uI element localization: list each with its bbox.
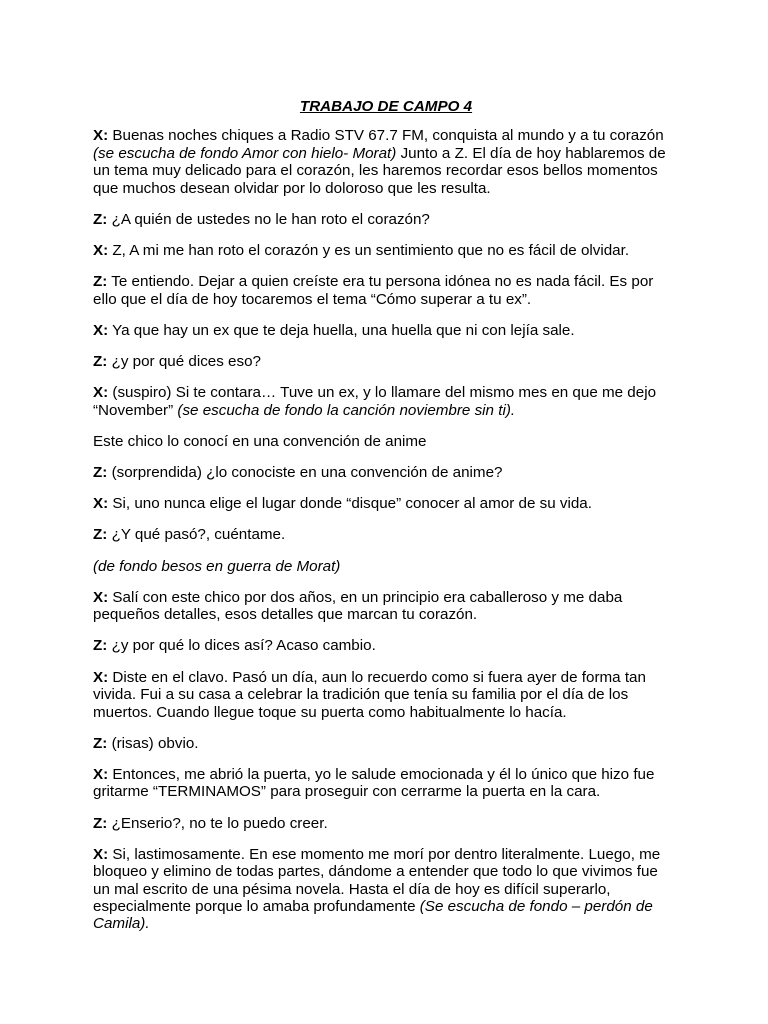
dialogue-paragraph (93, 127, 673, 197)
speaker-label: X: (93, 495, 109, 513)
speaker-label: X: (93, 588, 109, 606)
speaker-label: Z: (93, 734, 108, 752)
dialogue-text: (risas) obvio. (107, 734, 199, 752)
dialogue-text: ¿A quién de ustedes no le han roto el corazón? (107, 210, 430, 228)
dialogue-paragraph (93, 589, 673, 624)
dialogue-paragraph (93, 637, 673, 654)
dialogue-text: Te entiendo. Dejar a quien creíste era tu persona idónea no es nada fácil. Es por ello que el día de hoy tocaremos el tema “Cómo superar a tu ex”. (93, 273, 654, 308)
dialogue-paragraph (93, 558, 673, 575)
dialogue-paragraph (93, 384, 673, 419)
document-title: TRABAJO DE CAMPO 4 (299, 98, 473, 115)
speaker-label: Z: (93, 637, 108, 655)
speaker-label: X: (93, 845, 109, 863)
dialogue-text: ¿Y qué pasó?, cuéntame. (107, 526, 286, 544)
speaker-label: X: (93, 668, 109, 686)
dialogue-paragraph (93, 211, 673, 228)
dialogue-text: Este chico lo conocí en una convención de anime (93, 432, 427, 450)
dialogue-paragraph (93, 464, 673, 481)
speaker-label: Z: (93, 526, 108, 544)
stage-direction: (se escucha de fondo Amor con hielo- Morat) (93, 144, 397, 162)
speaker-label: X: (93, 127, 109, 145)
dialogue-text: ¿y por qué lo dices así? Acaso cambio. (107, 637, 376, 655)
dialogue-paragraph (93, 766, 673, 801)
stage-direction: (Se escucha de fondo – perdón de Camila). (93, 897, 653, 933)
speaker-label: X: (93, 384, 109, 402)
dialogue-text: Z, A mi me han roto el corazón y es un sentimiento que no es fácil de olvidar. (108, 242, 630, 260)
dialogue-paragraph (93, 322, 673, 339)
dialogue-paragraph (93, 353, 673, 370)
dialogue-paragraph (93, 669, 673, 721)
dialogue-paragraph (93, 815, 673, 832)
dialogue-text: Buenas noches chiques a Radio STV 67.7 FM, conquista al mundo y a tu corazón (108, 127, 664, 145)
dialogue-text: ¿y por qué dices eso? (107, 353, 261, 371)
speaker-label: Z: (93, 353, 108, 371)
dialogue-text: Salí con este chico por dos años, en un principio era caballeroso y me daba pequeños detalles, esos detalles que marcan tu corazón. (93, 588, 623, 624)
speaker-label: Z: (93, 210, 108, 228)
speaker-label: X: (93, 765, 109, 783)
dialogue-paragraph (93, 273, 673, 308)
dialogue-text: (sorprendida) ¿lo conociste en una convención de anime? (107, 464, 503, 482)
dialogue-text: (suspiro) Si te contara… Tuve un ex, y lo llamare del mismo mes en que me dejo “November” (93, 384, 657, 419)
dialogue-text: Diste en el clavo. Pasó un día, aun lo recuerdo como si fuera ayer de forma tan vivida. Fui a su casa a celebrar la tradición que tenía su familia por el día de los muertos. Cuando llegue toque su puerta como habitualmente lo hacía. (93, 668, 646, 721)
stage-direction: (se escucha de fondo la canción noviembre sin ti). (177, 401, 516, 419)
dialogue-text: Ya que hay un ex que te deja huella, una huella que ni con lejía sale. (108, 321, 575, 339)
stage-direction: (de fondo besos en guerra de Morat) (93, 557, 341, 575)
speaker-label: X: (93, 242, 109, 260)
document-body (93, 127, 673, 932)
dialogue-text: Junto a Z. El día de hoy hablaremos de un tema muy delicado para el corazón, les haremos recordar esos bellos momentos que muchos desean olvidar por lo doloroso que les resulta. (93, 144, 666, 197)
dialogue-paragraph (93, 495, 673, 512)
dialogue-text: ¿Enserio?, no te lo puedo creer. (107, 814, 328, 832)
dialogue-paragraph (93, 242, 673, 259)
dialogue-paragraph (93, 846, 673, 933)
dialogue-text: Entonces, me abrió la puerta, yo le salude emocionada y él lo único que hizo fue gritarme “TERMINAMOS” para proseguir con cerrarme la puerta en la cara. (93, 765, 655, 801)
dialogue-text: Si, uno nunca elige el lugar donde “disque” conocer al amor de su vida. (108, 495, 592, 513)
dialogue-text: Si, lastimosamente. En ese momento me morí por dentro literalmente. Luego, me bloqueo y elimino de todas partes, dándome a entender que todo lo que vivimos fue un mal escrito de una pésima novela. Hasta el día de hoy es difícil superarlo, especialmente porque lo amaba profundamente (93, 845, 661, 915)
dialogue-paragraph (93, 433, 673, 450)
speaker-label: Z: (93, 273, 108, 291)
speaker-label: X: (93, 321, 109, 339)
dialogue-paragraph (93, 526, 673, 543)
speaker-label: Z: (93, 464, 108, 482)
speaker-label: Z: (93, 814, 108, 832)
dialogue-paragraph (93, 735, 673, 752)
